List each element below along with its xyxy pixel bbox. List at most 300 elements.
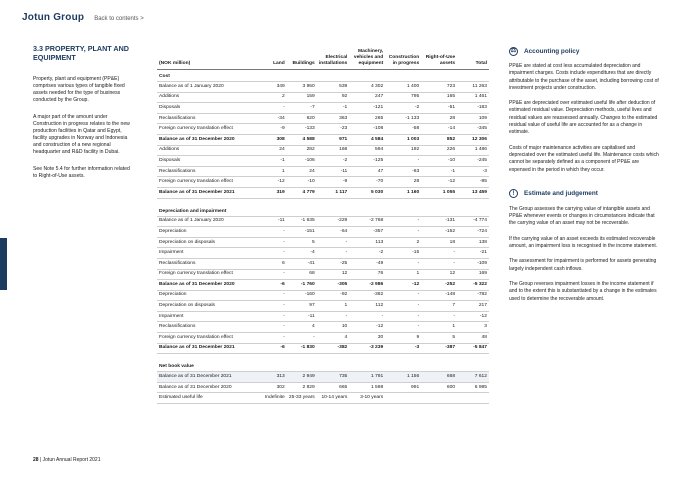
table-cell: 192 [385, 145, 421, 156]
table-cell: - [261, 301, 287, 312]
back-to-contents-link[interactable]: Back to contents > [94, 16, 144, 22]
row-label: Depreciation on disposals [157, 237, 261, 248]
table-cell: 247 [349, 92, 385, 103]
table-cell [261, 70, 287, 82]
row-label: Net book value [157, 360, 261, 372]
table-cell: 3 [457, 322, 489, 333]
table-cell: -64 [317, 227, 350, 238]
table-cell: -1 133 [385, 113, 421, 124]
table-cell: -9 [261, 124, 287, 135]
table-cell: - [385, 258, 421, 269]
table-cell: - [261, 227, 287, 238]
table-cell: - [317, 311, 350, 322]
table-cell: 169 [457, 269, 489, 280]
table-cell: 971 [317, 134, 350, 145]
table-cell: 1 055 [421, 187, 457, 198]
judgement-paragraph: The assessment for impairment is performed for assets generating largely independent cash inflows. [509, 258, 657, 272]
table-cell: -387 [421, 343, 457, 354]
column-header: Construction in progress [385, 49, 421, 70]
table-cell: -1 [317, 103, 350, 114]
table-cell: -382 [317, 343, 350, 354]
table-row [157, 134, 489, 145]
table-cell: 3-10 years [349, 393, 385, 404]
table-cell: 168 [317, 145, 350, 156]
row-label: Disposals [157, 156, 261, 167]
table-cell: -131 [421, 216, 457, 227]
table-cell: 68 [287, 269, 317, 280]
table-cell: -148 [421, 290, 457, 301]
table-row [157, 124, 489, 135]
table-cell: 1 160 [385, 187, 421, 198]
row-label: Reclassifications [157, 258, 261, 269]
table-cell: 138 [457, 237, 489, 248]
table-cell: -41 [287, 258, 317, 269]
table-row [157, 280, 489, 291]
row-label: Impairment [157, 311, 261, 322]
table-cell: -12 [421, 177, 457, 188]
table-cell: - [287, 333, 317, 344]
table-cell: -10 [421, 156, 457, 167]
table-cell: 313 [261, 372, 287, 383]
table-cell: -15 [385, 248, 421, 259]
table-cell: 1 [317, 301, 350, 312]
row-label: Depreciation on disposals [157, 301, 261, 312]
table-cell: 4 588 [287, 134, 317, 145]
table-row [157, 177, 489, 188]
table-cell: -2 [317, 156, 350, 167]
table-cell: -245 [457, 156, 489, 167]
table-body [157, 70, 489, 404]
table-cell: -7 [287, 103, 317, 114]
table-cell: - [385, 227, 421, 238]
table-cell: -133 [287, 124, 317, 135]
table-cell: - [261, 322, 287, 333]
table-row [157, 301, 489, 312]
table-cell [287, 70, 317, 82]
table-cell [457, 360, 489, 372]
table-cell: -70 [349, 177, 385, 188]
column-header: Machinery, vehicles and equipment [349, 49, 385, 70]
table-cell: -92 [317, 290, 350, 301]
policy-paragraph: PP&E are depreciated over estimated useful life after deduction of estimated residual value. Depreciation methods, useful lives and residual values are reassessed annually. Changes to the estimated residual value of useful life are accounted for as a change in estimate. [509, 100, 658, 136]
table-cell: -1 [261, 156, 287, 167]
table-cell: -5 847 [457, 343, 489, 354]
row-label: Balance as of 1 January 2020 [157, 216, 261, 227]
row-label: Foreign currency translation effect [157, 269, 261, 280]
table-cell: -109 [457, 258, 489, 269]
page-footer [33, 457, 100, 463]
table-cell: 1 003 [385, 134, 421, 145]
table-cell: 1 156 [385, 372, 421, 383]
table-cell [385, 70, 421, 82]
table-cell: -724 [457, 227, 489, 238]
page-number: 28 [33, 457, 39, 463]
brand-logo[interactable]: Jotun Group [22, 12, 85, 23]
column-header: Total [457, 49, 489, 70]
table-row [157, 248, 489, 259]
table-cell [349, 360, 385, 372]
table-cell: - [261, 290, 287, 301]
table-row [157, 227, 489, 238]
table-cell: -51 [421, 103, 457, 114]
table-row [157, 382, 489, 393]
table-cell [385, 393, 421, 404]
table-cell: -11 [287, 311, 317, 322]
table-cell: -1 830 [287, 343, 317, 354]
row-label: Cost [157, 70, 261, 82]
table-cell: 302 [261, 382, 287, 393]
row-label: Balance as of 31 December 2021 [157, 372, 261, 383]
table-cell: 6 985 [457, 382, 489, 393]
intro-paragraph: A major part of the amount under Construction in progress relates to the new production facilities in Qatar and Egypt, facility upgrades in Norway and Indonesia and construction of a new regional headquarter and R&D facility in Dubai. [33, 114, 130, 155]
accounting-policy-heading [509, 45, 659, 57]
table-cell: 723 [421, 82, 457, 93]
row-label: Balance as of 31 December 2020 [157, 134, 261, 145]
policy-paragraph: Costs of major maintenance activities are capitalised and depreciated over the estimated useful life. Maintenance costs which cannot be separately defined as a component of PP&E are expensed in the period in which they occur. [509, 144, 659, 173]
table-cell: 282 [287, 145, 317, 156]
table-cell: -25 [317, 258, 350, 269]
table-cell: 226 [421, 145, 457, 156]
table-cell: 668 [421, 372, 457, 383]
table-cell: 4 584 [349, 134, 385, 145]
ppe-table [157, 49, 489, 404]
table-row [157, 258, 489, 269]
table-cell: - [385, 290, 421, 301]
table-cell: -782 [457, 290, 489, 301]
table-cell: -160 [287, 290, 317, 301]
table-cell: -12 [261, 177, 287, 188]
table-cell: 11 263 [457, 82, 489, 93]
table-cell: 92 [317, 92, 350, 103]
table-cell: - [421, 258, 457, 269]
table-cell [421, 360, 457, 372]
policy-paragraph: PP&E are stated at cost less accumulated depreciation and impairment charges. Costs include expenditures that are directly attributable to the purchase of the asset, including borrowing cost of investment projects under construction. [509, 63, 659, 91]
table-cell: 665 [317, 382, 350, 393]
table-cell: -2 [385, 103, 421, 114]
table-cell: -108 [349, 124, 385, 135]
table-cell: -345 [457, 124, 489, 135]
table-cell: -1 635 [287, 216, 317, 227]
table-cell: 159 [287, 92, 317, 103]
table-row [157, 343, 489, 354]
table-row [157, 187, 489, 198]
table-cell: - [349, 311, 385, 322]
table-cell: 319 [261, 187, 287, 198]
table-cell: 1 461 [457, 92, 489, 103]
table-row [157, 82, 489, 93]
table-cell [457, 70, 489, 82]
table-row [157, 237, 489, 248]
table-cell [317, 70, 350, 82]
table-cell: 2 [261, 92, 287, 103]
table-cell: - [385, 311, 421, 322]
table-cell: 10-14 years [317, 393, 350, 404]
table-cell: 308 [261, 134, 287, 145]
table-cell: 620 [287, 113, 317, 124]
table-cell: -3 239 [349, 343, 385, 354]
column-header: Electrical installations [317, 49, 350, 70]
table-cell: -3 [385, 343, 421, 354]
row-label: Reclassifications [157, 113, 261, 124]
table-cell [287, 204, 317, 216]
table-cell [317, 360, 350, 372]
table-cell: 217 [457, 301, 489, 312]
table-cell: - [261, 103, 287, 114]
table-cell: -9 [317, 177, 350, 188]
table-row [157, 145, 489, 156]
table-cell [421, 70, 457, 82]
table-cell: -14 [421, 124, 457, 135]
row-label: Additions [157, 145, 261, 156]
table-row [157, 290, 489, 301]
table-cell: 1 400 [385, 82, 421, 93]
table-cell: - [261, 269, 287, 280]
table-cell: 28 [421, 113, 457, 124]
row-label: Additions [157, 92, 261, 103]
row-label: Balance as of 31 December 2020 [157, 382, 261, 393]
table-cell: 47 [349, 166, 385, 177]
estimate-judgement-heading [509, 188, 659, 200]
table-cell [261, 204, 287, 216]
row-label: Reclassifications [157, 166, 261, 177]
table-cell: 5 030 [349, 187, 385, 198]
table-cell: -125 [349, 156, 385, 167]
table-cell [421, 393, 457, 404]
table-cell: -49 [349, 258, 385, 269]
table-cell: 113 [349, 237, 385, 248]
table-cell: 852 [421, 134, 457, 145]
table-cell: 13 459 [457, 187, 489, 198]
table-row [157, 92, 489, 103]
row-label: Balance as of 1 January 2020 [157, 82, 261, 93]
table-cell: 28 [385, 177, 421, 188]
ppe-table-container [157, 49, 489, 404]
table-cell: 795 [385, 92, 421, 103]
table-cell: - [385, 216, 421, 227]
table-cell: 48 [457, 333, 489, 344]
table-cell: -11 [317, 166, 350, 177]
table-cell: 1 117 [317, 187, 350, 198]
table-cell: 12 306 [457, 134, 489, 145]
table-cell: 2 [385, 237, 421, 248]
table-cell: - [421, 248, 457, 259]
table-cell [287, 360, 317, 372]
judgement-paragraph: The Group assesses the carrying value of intangible assets and PP&E whenever events or changes in circumstances indicate that the carrying value of an asset may not be recoverable. [509, 205, 655, 227]
row-label: Depreciation [157, 290, 261, 301]
table-row [157, 372, 489, 383]
table-cell: 10 [317, 322, 350, 333]
table-header-row [157, 49, 489, 70]
table-cell: 363 [317, 113, 350, 124]
table-cell: -23 [317, 124, 350, 135]
table-cell: -121 [349, 103, 385, 114]
table-cell: 7 612 [457, 372, 489, 383]
publication-title: Jotun Annual Report 2021 [42, 457, 101, 463]
row-label: Estimated useful life [157, 393, 261, 404]
table-cell: -12 [349, 322, 385, 333]
intro-paragraph: See Note 5.4 for further information related to Right-of-Use assets. [33, 166, 130, 179]
table-cell [261, 360, 287, 372]
row-label: Depreciation and impairment [157, 204, 261, 216]
table-cell [385, 360, 421, 372]
table-row [157, 156, 489, 167]
table-cell: 4 [287, 322, 317, 333]
table-cell: -6 [261, 343, 287, 354]
column-header: Land [261, 49, 287, 70]
table-cell: 1 [421, 322, 457, 333]
table-cell: -4 [287, 248, 317, 259]
table-cell: -12 [385, 280, 421, 291]
table-cell: -63 [385, 166, 421, 177]
table-cell: 12 [421, 269, 457, 280]
table-cell: -1 [421, 166, 457, 177]
table-cell: -229 [317, 216, 350, 227]
table-section-heading [157, 204, 489, 216]
table-cell: -6 [261, 280, 287, 291]
table-cell: 4 [317, 333, 350, 344]
exclamation-icon: ! [509, 189, 518, 198]
top-bar [22, 12, 144, 23]
table-cell: 2 829 [287, 382, 317, 393]
row-label: Disposals [157, 103, 261, 114]
table-cell [349, 204, 385, 216]
table-cell: 539 [317, 82, 350, 93]
table-cell: 112 [349, 301, 385, 312]
policy-column [509, 45, 659, 303]
table-cell: 594 [349, 145, 385, 156]
table-cell: 4 302 [349, 82, 385, 93]
row-label: Balance as of 31 December 2021 [157, 343, 261, 354]
table-cell [457, 393, 489, 404]
table-cell: 1 [385, 269, 421, 280]
table-cell: 9 [385, 333, 421, 344]
table-row [157, 269, 489, 280]
table-cell: -4 774 [457, 216, 489, 227]
intro-paragraph: Property, plant and equipment (PP&E) comprises various types of tangible fixed assets needed for the type of business conducted by the Group. [33, 76, 125, 103]
row-label: Depreciation [157, 227, 261, 238]
table-cell: -2 [349, 248, 385, 259]
table-cell [317, 204, 350, 216]
table-cell: - [385, 322, 421, 333]
table-cell: -1 760 [287, 280, 317, 291]
table-cell: 97 [287, 301, 317, 312]
section-title: 3.3 PROPERTY, PLANT AND EQUIPMENT [33, 44, 129, 62]
table-row [157, 393, 489, 404]
table-cell: -357 [349, 227, 385, 238]
table-cell: 3 950 [287, 82, 317, 93]
table-cell [421, 204, 457, 216]
row-label: Foreign currency translation effect [157, 333, 261, 344]
table-row [157, 333, 489, 344]
table-cell: -151 [287, 227, 317, 238]
table-cell: - [385, 301, 421, 312]
column-header: Buildings [287, 49, 317, 70]
table-cell: 1 [261, 166, 287, 177]
table-section-heading [157, 360, 489, 372]
table-row [157, 103, 489, 114]
scale-icon: ⚖ [510, 48, 517, 54]
table-cell: -106 [287, 156, 317, 167]
table-cell: 109 [457, 113, 489, 124]
row-label: Foreign currency translation effect [157, 177, 261, 188]
table-cell: 5 [421, 333, 457, 344]
table-cell: -382 [349, 290, 385, 301]
table-cell [385, 204, 421, 216]
table-cell: 265 [349, 113, 385, 124]
table-cell: 1 486 [457, 145, 489, 156]
table-cell: 18 [421, 237, 457, 248]
table-cell: -2 986 [349, 280, 385, 291]
column-header: (NOK million) [157, 49, 261, 70]
row-label: Foreign currency translation effect [157, 124, 261, 135]
table-cell: 1 791 [349, 372, 385, 383]
table-cell: 4 779 [287, 187, 317, 198]
table-cell: - [261, 237, 287, 248]
table-cell: 991 [385, 382, 421, 393]
side-section-tab [0, 238, 7, 290]
table-cell: - [261, 311, 287, 322]
table-cell: 12 [317, 269, 350, 280]
row-label: Balance as of 31 December 2021 [157, 187, 261, 198]
row-label: Reclassifications [157, 322, 261, 333]
table-cell: -252 [421, 280, 457, 291]
table-cell: 7 [421, 301, 457, 312]
judgement-paragraph: If the carrying value of an asset exceeds its estimated recoverable amount, an impairment loss is recognised in the income statement. [509, 235, 658, 250]
table-cell: - [385, 156, 421, 167]
row-label: Impairment [157, 248, 261, 259]
table-cell: -58 [385, 124, 421, 135]
table-cell: - [317, 248, 350, 259]
table-cell: -3 [457, 166, 489, 177]
table-row [157, 113, 489, 124]
table-cell: 349 [261, 82, 287, 93]
table-cell: -152 [421, 227, 457, 238]
table-cell: -12 [457, 311, 489, 322]
table-cell: -10 [287, 177, 317, 188]
table-cell: -21 [457, 248, 489, 259]
table-cell [349, 70, 385, 82]
table-row [157, 311, 489, 322]
table-cell: 1 598 [349, 382, 385, 393]
table-cell: -183 [457, 103, 489, 114]
accounting-policy-title: Accounting policy [524, 47, 580, 55]
intro-column [33, 45, 135, 180]
table-cell: 24 [261, 145, 287, 156]
column-header: Right-of-Use assets [421, 49, 457, 70]
row-label: Balance as of 31 December 2020 [157, 280, 261, 291]
footer-separator: | [39, 457, 42, 463]
judgement-paragraph: The Group reverses impairment losses in the income statement if and to the extent this is substantiated by a change in the estimates used to determine the recoverable amount. [509, 280, 657, 302]
table-section-heading [157, 70, 489, 82]
table-cell: -34 [261, 113, 287, 124]
table-cell: 76 [349, 269, 385, 280]
table-cell: - [421, 311, 457, 322]
table-cell: 30 [349, 333, 385, 344]
table-cell: 2 949 [287, 372, 317, 383]
table-cell: 735 [317, 372, 350, 383]
table-row [157, 166, 489, 177]
table-cell: -5 322 [457, 280, 489, 291]
table-cell: -305 [317, 280, 350, 291]
table-cell: -85 [457, 177, 489, 188]
table-cell: 24 [287, 166, 317, 177]
table-cell: 5 [287, 237, 317, 248]
table-cell: 165 [421, 92, 457, 103]
table-cell: -2 768 [349, 216, 385, 227]
table-cell [457, 204, 489, 216]
estimate-judgement-title: Estimate and judgement [524, 190, 598, 198]
table-cell: - [317, 237, 350, 248]
